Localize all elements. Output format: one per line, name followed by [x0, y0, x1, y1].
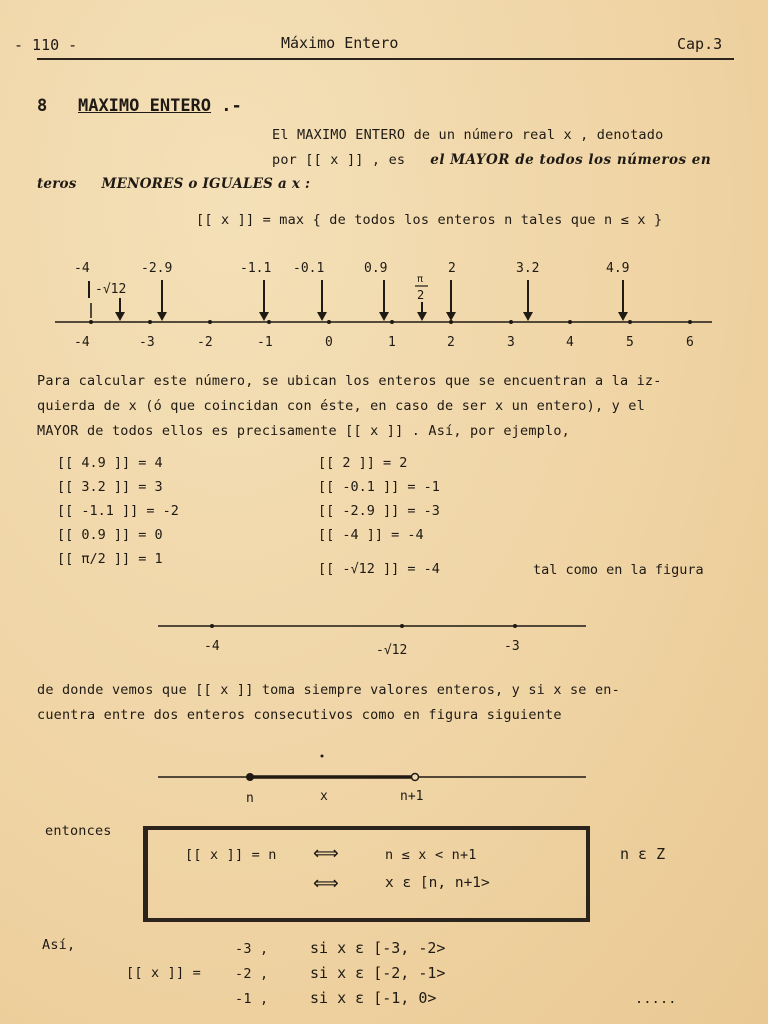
x-marker-dot: [321, 755, 324, 758]
definition-line-3: [37, 176, 310, 192]
tick-label: -4: [74, 335, 90, 350]
definition-line-2-plain: por [[ x ]] , es: [272, 152, 406, 168]
asi-row-value: -3 ,: [235, 941, 269, 957]
example-right: [[ -0.1 ]] = -1: [318, 479, 440, 495]
definition-line-3-start: teros: [37, 176, 77, 192]
page-header-title: Máximo Entero: [281, 34, 399, 52]
top-label-neg2-9: -2.9: [141, 261, 173, 276]
entonces-label: entonces: [45, 823, 112, 839]
tick-label: 0: [325, 335, 333, 350]
definition-line-2: [272, 152, 711, 168]
label-neg4: -4: [204, 639, 220, 654]
top-label-0-9: 0.9: [364, 261, 388, 276]
value-arrowheads: [157, 312, 628, 321]
paragraph2-line-1: de donde vemos que [[ x ]] toma siempre valores enteros, y si x se en-: [37, 682, 620, 698]
arrowhead-sqrt12: [115, 312, 125, 321]
number-line-2: [150, 612, 600, 662]
tick-neg4: [210, 624, 214, 628]
explanation-line-3: MAYOR de todos ellos es precisamente [[ x ]] . Así, por ejemplo,: [37, 423, 570, 439]
section-number: 8: [37, 96, 48, 116]
label-n-plus-1: n+1: [400, 789, 424, 804]
asi-lhs: [[ x ]] =: [126, 965, 201, 981]
top-label-neg0-1: -0.1: [293, 261, 325, 276]
tick-label: 6: [686, 335, 694, 350]
label-neg3: -3: [504, 639, 520, 654]
asi-row-condition: si x ε [-1, 0>: [310, 989, 437, 1007]
number-line-1: [0, 250, 768, 360]
example-right: [[ -4 ]] = -4: [318, 527, 424, 543]
ellipsis: .....: [635, 991, 677, 1007]
top-label-3-2: 3.2: [516, 261, 540, 276]
tick-label: -3: [139, 335, 155, 350]
tick-sqrt12: [400, 624, 404, 628]
tick-neg3: [513, 624, 517, 628]
tick-label: -2: [197, 335, 213, 350]
page-number: - 110 -: [14, 36, 78, 54]
paragraph2-line-2: cuentra entre dos enteros consecutivos como en figura siguiente: [37, 707, 562, 723]
example-right: [[ 2 ]] = 2: [318, 455, 408, 471]
label-x: x: [320, 789, 328, 804]
tick-label: 3: [507, 335, 515, 350]
n-in-z: n ε Z: [620, 845, 666, 863]
pi-numerator: π: [417, 274, 424, 285]
iff-arrow: ⟺: [313, 873, 339, 894]
sqrt12-label: -√12: [95, 282, 127, 297]
top-label-neg4: -4: [74, 261, 90, 276]
explanation-line-1: Para calcular este número, se ubican los enteros que se encuentran a la iz-: [37, 373, 662, 389]
chapter-label: Cap.3: [677, 35, 723, 53]
example-right: [[ -√12 ]] = -4: [318, 561, 440, 577]
closed-endpoint: [246, 773, 254, 781]
equivalence-box: [143, 826, 590, 922]
section-heading: [37, 96, 242, 116]
definition-formula: [[ x ]] = max { de todos los enteros n tales que n ≤ x }: [196, 212, 663, 228]
asi-row-condition: si x ε [-3, -2>: [310, 939, 446, 957]
example-right: [[ -2.9 ]] = -3: [318, 503, 440, 519]
explanation-line-2: quierda de x (ó que coincidan con éste, en caso de ser x un entero), y el: [37, 398, 645, 414]
asi-label: Así,: [42, 937, 76, 953]
example-left: [[ 0.9 ]] = 0: [57, 527, 163, 543]
example-left: [[ 3.2 ]] = 3: [57, 479, 163, 495]
example-left: [[ π/2 ]] = 1: [57, 551, 163, 567]
definition-line-3-emphasis: MENORES o IGUALES a x :: [101, 176, 311, 192]
definition-line-1: El MAXIMO ENTERO de un número real x , denotado: [272, 127, 664, 143]
as-in-figure-note: tal como en la figura: [533, 562, 704, 578]
top-label-2: 2: [448, 261, 456, 276]
number-line-3: [150, 750, 600, 810]
section-suffix: .-: [221, 96, 242, 116]
asi-row-condition: si x ε [-2, -1>: [310, 964, 446, 982]
tick-label: -1: [257, 335, 273, 350]
open-endpoint: [412, 774, 419, 781]
asi-row-value: -2 ,: [235, 966, 269, 982]
asi-row-value: -1 ,: [235, 991, 269, 1007]
value-arrows: [162, 280, 623, 316]
example-left: [[ 4.9 ]] = 4: [57, 455, 163, 471]
label-n: n: [246, 791, 254, 806]
tick-label: 5: [626, 335, 634, 350]
tick-label: 4: [566, 335, 574, 350]
pi-denominator: 2: [417, 288, 425, 302]
top-label-4-9: 4.9: [606, 261, 630, 276]
tick-label: 2: [447, 335, 455, 350]
box-rhs-1: n ≤ x < n+1: [385, 847, 477, 863]
header-rule: [37, 58, 734, 60]
box-lhs: [[ x ]] = n: [185, 847, 277, 863]
tick-label: 1: [388, 335, 396, 350]
label-sqrt12: -√12: [376, 643, 408, 658]
top-label-neg1-1: -1.1: [240, 261, 272, 276]
definition-line-2-emphasis: el MAYOR de todos los números en: [430, 152, 712, 168]
iff-arrow: ⟺: [313, 843, 339, 864]
section-title: MAXIMO ENTERO: [77, 96, 212, 116]
example-left: [[ -1.1 ]] = -2: [57, 503, 179, 519]
box-rhs-2: x ε [n, n+1>: [385, 875, 490, 891]
